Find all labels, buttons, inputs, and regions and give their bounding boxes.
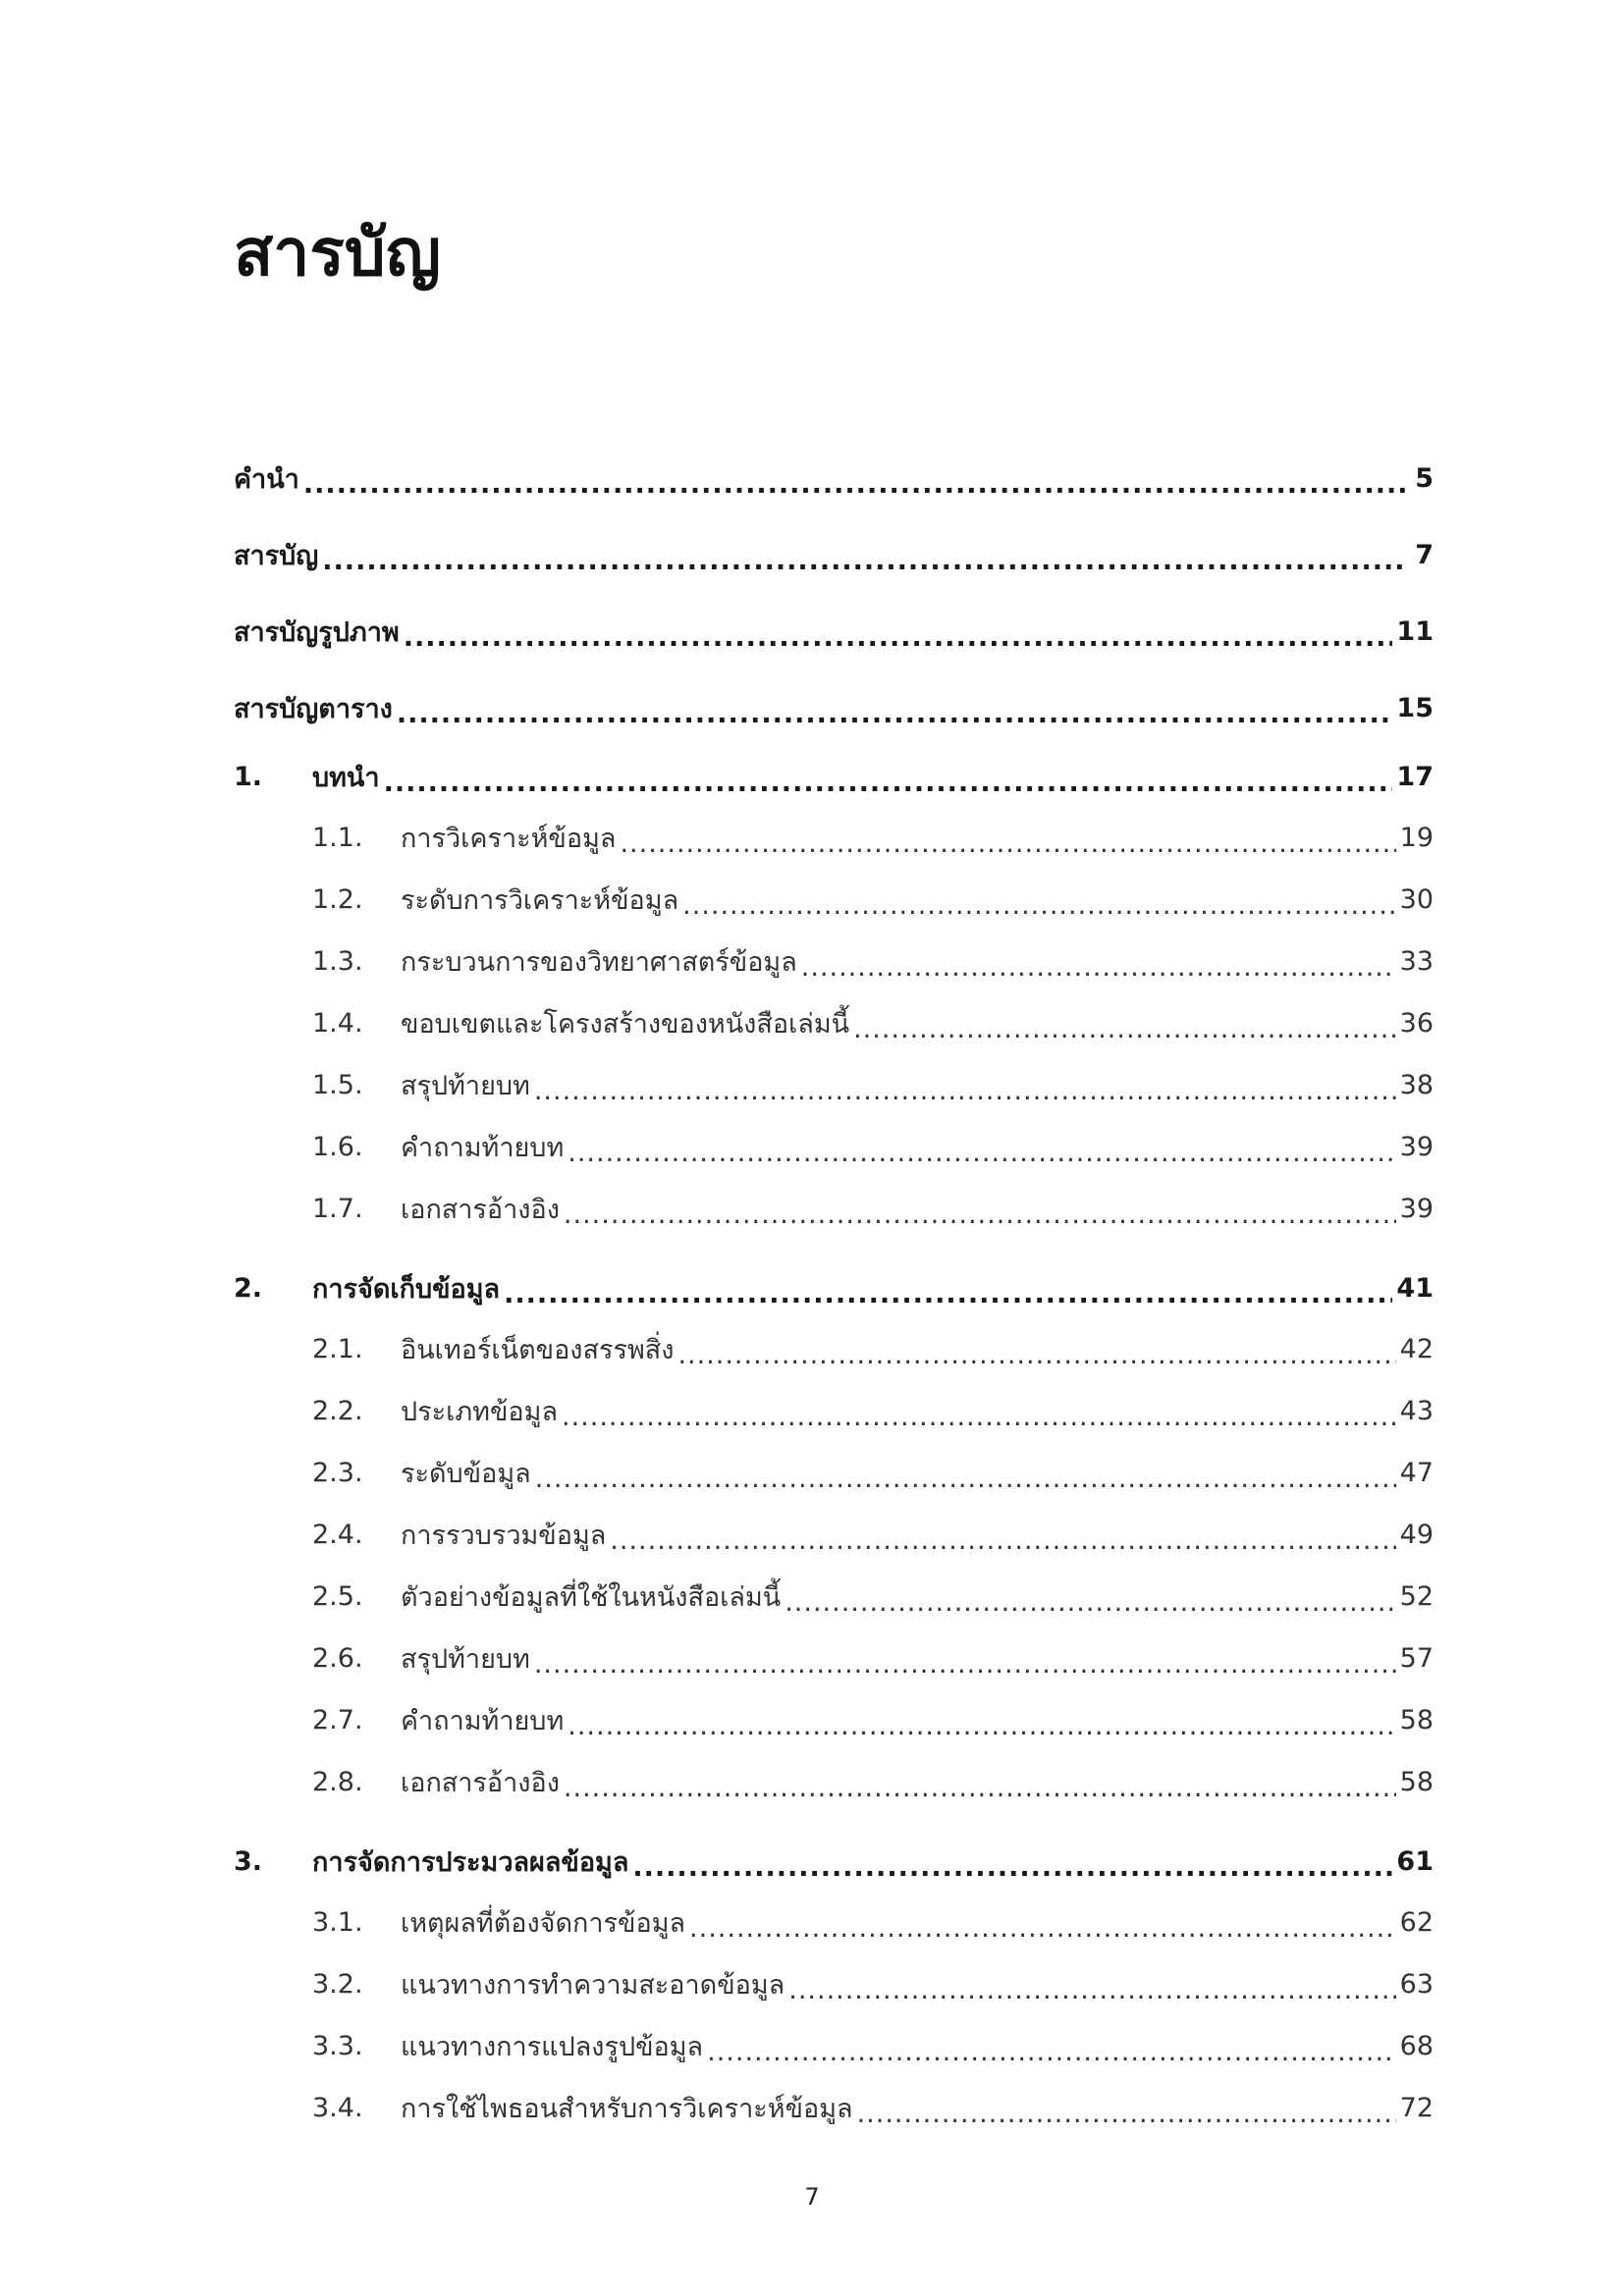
section-number: 2.2. (312, 1396, 363, 1426)
section-label: กระบวนการของวิทยาศาสตร์ข้อมูล (401, 947, 797, 978)
chapter-number: 2. (234, 1272, 263, 1304)
dot-leader (610, 1525, 1395, 1556)
section-number: 2.1. (312, 1334, 363, 1364)
section-page: 52 (1399, 1581, 1434, 1612)
dot-leader (322, 546, 1408, 576)
section-number: 1.2. (312, 884, 363, 915)
toc-section[interactable] (234, 1318, 1434, 1380)
chapter-number: 1. (234, 761, 263, 792)
section-page: 57 (1399, 1643, 1434, 1674)
toc-section[interactable] (234, 1751, 1434, 1813)
chapter-page: 61 (1396, 1845, 1434, 1877)
section-number: 2.6. (312, 1643, 363, 1674)
toc-section[interactable] (234, 2077, 1434, 2139)
toc-entry-page: 7 (1415, 539, 1434, 570)
dot-leader (564, 1200, 1396, 1230)
toc-entry-front[interactable] (234, 593, 1434, 669)
section-label: ขอบเขตและโครงสร้างของหนังสือเล่มนี้ (401, 1009, 850, 1040)
toc-chapter-3[interactable] (234, 1831, 1434, 1892)
section-number: 3.3. (312, 2031, 363, 2061)
dot-leader (535, 1464, 1396, 1494)
section-number: 1.4. (312, 1008, 363, 1039)
section-page: 33 (1399, 946, 1434, 977)
dot-leader (384, 768, 1393, 798)
section-page: 68 (1399, 2031, 1434, 2061)
section-number: 1.5. (312, 1070, 363, 1100)
page-title: สารบัญ (234, 215, 441, 291)
chapter-label: การจัดเก็บข้อมูล (312, 1273, 501, 1305)
chapter-label: การจัดการประมวลผลข้อมูล (312, 1846, 629, 1878)
dot-leader (404, 622, 1393, 653)
toc-section[interactable] (234, 1628, 1434, 1689)
section-label: ตัวอย่างข้อมูลที่ใช้ในหนังสือเล่มนี้ (401, 1582, 782, 1613)
toc-entry-page: 5 (1415, 462, 1434, 494)
section-page: 30 (1399, 884, 1434, 915)
toc-section[interactable] (234, 931, 1434, 992)
section-number: 1.7. (312, 1194, 363, 1224)
section-label: แนวทางการทำความสะอาดข้อมูล (401, 1970, 785, 2001)
section-label: สรุปท้ายบท (401, 1071, 530, 1101)
dot-leader (568, 1711, 1395, 1741)
section-label: ระดับการวิเคราะห์ข้อมูล (401, 885, 679, 916)
dot-leader (620, 828, 1395, 859)
section-number: 2.8. (312, 1767, 363, 1797)
toc-chapter-2[interactable] (234, 1257, 1434, 1318)
toc-chapter-1[interactable] (234, 746, 1434, 807)
section-label: สรุปท้ายบท (401, 1644, 530, 1675)
section-label: ระดับข้อมูล (401, 1459, 531, 1489)
toc-section[interactable] (234, 1566, 1434, 1628)
dot-leader (853, 1014, 1396, 1044)
section-page: 39 (1399, 1194, 1434, 1224)
section-label: การวิเคราะห์ข้อมูล (401, 824, 617, 854)
chapter-number: 3. (234, 1845, 263, 1877)
section-page: 39 (1399, 1132, 1434, 1162)
toc-section[interactable] (234, 1380, 1434, 1442)
table-of-contents (234, 440, 1434, 2139)
toc-section[interactable] (234, 1178, 1434, 1240)
section-number: 1.3. (312, 946, 363, 977)
section-page: 38 (1399, 1070, 1434, 1100)
toc-section[interactable] (234, 1892, 1434, 1953)
section-page: 72 (1399, 2093, 1434, 2123)
dot-leader (303, 469, 1408, 500)
section-page: 19 (1399, 823, 1434, 853)
section-page: 47 (1399, 1458, 1434, 1488)
toc-section[interactable] (234, 1442, 1434, 1504)
dot-leader (534, 1649, 1396, 1680)
section-number: 3.2. (312, 1969, 363, 2000)
section-label: การรวบรวมข้อมูล (401, 1521, 607, 1551)
toc-section[interactable] (234, 869, 1434, 931)
section-label: เอกสารอ้างอิง (401, 1195, 560, 1225)
toc-entry-label: สารบัญตาราง (234, 693, 393, 724)
section-page: 49 (1399, 1520, 1434, 1550)
section-label: การใช้ไพธอนสำหรับการวิเคราะห์ข้อมูล (401, 2094, 853, 2124)
dot-leader (788, 1975, 1395, 2005)
dot-leader (801, 952, 1396, 983)
toc-entry-front[interactable] (234, 669, 1434, 746)
toc-section[interactable] (234, 1116, 1434, 1178)
chapter-label: บทนำ (312, 762, 380, 793)
toc-entry-label: สารบัญ (234, 540, 319, 571)
dot-leader (568, 1138, 1395, 1168)
section-page: 42 (1399, 1334, 1434, 1364)
section-number: 1.6. (312, 1132, 363, 1162)
page-number: 7 (804, 2183, 820, 2211)
section-label: เหตุผลที่ต้องจัดการข้อมูล (401, 1908, 686, 1939)
section-number: 1.1. (312, 823, 363, 853)
dot-leader (682, 890, 1396, 921)
toc-entry-front[interactable] (234, 440, 1434, 516)
section-label: แนวทางการแปลงรูปข้อมูล (401, 2032, 704, 2062)
toc-entry-page: 15 (1396, 692, 1434, 723)
dot-leader (564, 1773, 1396, 1803)
toc-section[interactable] (234, 1054, 1434, 1116)
dot-leader (534, 1076, 1396, 1106)
section-page: 58 (1399, 1767, 1434, 1797)
dot-leader (677, 1340, 1395, 1370)
toc-section[interactable] (234, 1953, 1434, 2015)
section-label: คำถามท้ายบท (401, 1133, 565, 1163)
chapter-page: 17 (1396, 761, 1434, 792)
dot-leader (632, 1852, 1392, 1883)
section-label: คำถามท้ายบท (401, 1706, 565, 1736)
section-page: 36 (1399, 1008, 1434, 1039)
toc-entry-page: 11 (1396, 615, 1434, 647)
section-number: 2.4. (312, 1520, 363, 1550)
section-page: 43 (1399, 1396, 1434, 1426)
section-number: 3.4. (312, 2093, 363, 2123)
section-label: ประเภทข้อมูล (401, 1397, 558, 1427)
toc-section[interactable] (234, 1689, 1434, 1751)
dot-leader (707, 2037, 1396, 2067)
section-page: 58 (1399, 1705, 1434, 1735)
section-page: 62 (1399, 1907, 1434, 1938)
chapter-page: 41 (1396, 1272, 1434, 1304)
section-number: 2.3. (312, 1458, 363, 1488)
toc-section[interactable] (234, 2015, 1434, 2077)
toc-section[interactable] (234, 992, 1434, 1054)
section-number: 2.7. (312, 1705, 363, 1735)
toc-section[interactable] (234, 1504, 1434, 1566)
dot-leader (397, 699, 1393, 729)
toc-entry-label: สารบัญรูปภาพ (234, 616, 400, 648)
section-label: อินเทอร์เน็ตของสรรพสิ่ง (401, 1335, 675, 1365)
toc-entry-label: คำนำ (234, 463, 299, 495)
dot-leader (785, 1587, 1395, 1618)
section-label: เอกสารอ้างอิง (401, 1768, 560, 1798)
dot-leader (857, 2099, 1396, 2129)
dot-leader (689, 1913, 1396, 1944)
section-page: 63 (1399, 1969, 1434, 2000)
toc-section[interactable] (234, 807, 1434, 869)
dot-leader (562, 1402, 1396, 1432)
dot-leader (504, 1279, 1392, 1309)
section-number: 2.5. (312, 1581, 363, 1612)
section-number: 3.1. (312, 1907, 363, 1938)
toc-entry-front[interactable] (234, 516, 1434, 593)
